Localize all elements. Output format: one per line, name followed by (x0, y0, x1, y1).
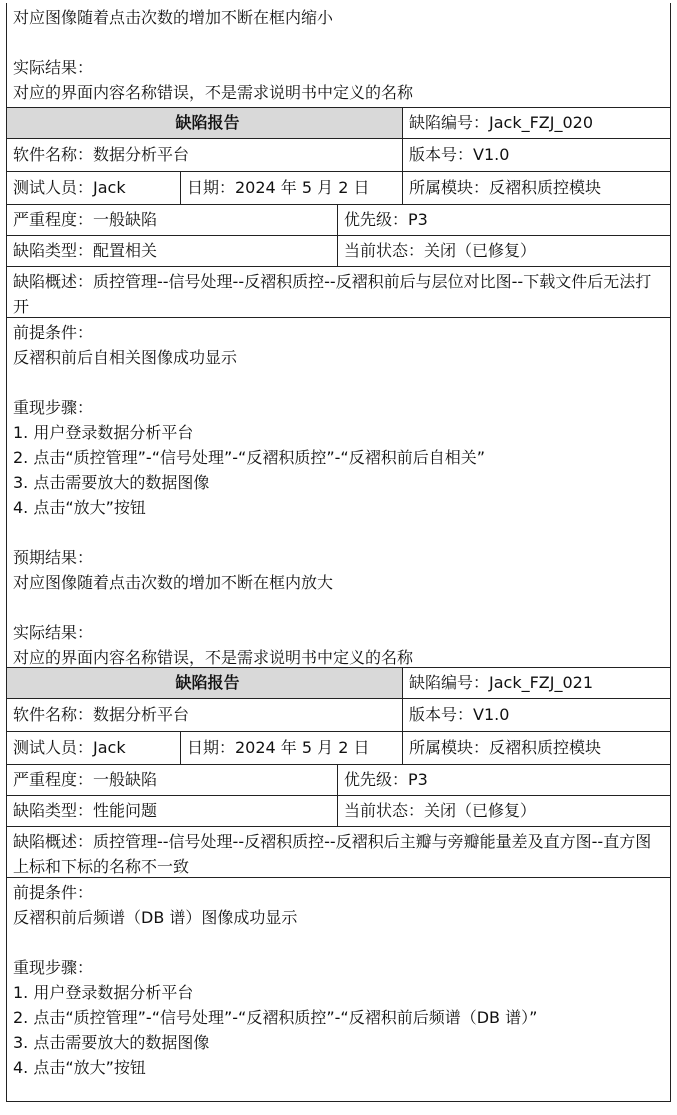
severity: 严重程度：一般缺陷 (6, 765, 338, 796)
version: 版本号：V1.0 (403, 139, 671, 172)
current-status: 当前状态：关闭（已修复） (338, 236, 671, 267)
defect-id: 缺陷编号：Jack_FZJ_021 (403, 668, 671, 699)
actual-result-text: 对应的界面内容名称错误，不是需求说明书中定义的名称 (13, 83, 414, 102)
version: 版本号：V1.0 (403, 699, 671, 732)
step-item: 3. 点击需要放大的数据图像 (13, 1033, 210, 1052)
actual-label: 实际结果： (13, 623, 94, 642)
report-title: 缺陷报告 (6, 108, 403, 139)
defect-summary: 缺陷概述：质控管理--信号处理--反褶积质控--反褶积前后与层位对比图--下载文件后无法打开 (6, 267, 671, 318)
steps-label: 重现步骤： (13, 398, 94, 417)
precondition-label: 前提条件： (13, 323, 94, 342)
expected-text: 对应图像随着点击次数的增加不断在框内放大 (13, 573, 334, 592)
defect-type: 缺陷类型：配置相关 (6, 236, 338, 267)
precondition-text: 反褶积前后自相关图像成功显示 (13, 348, 238, 367)
defect-type: 缺陷类型：性能问题 (6, 796, 338, 827)
priority: 优先级：P3 (338, 765, 671, 796)
defect-report-document (6, 3, 671, 1102)
defect-report-021 (6, 668, 671, 1102)
step-item: 2. 点击“质控管理”-“信号处理”-“反褶积质控”-“反褶积前后自相关” (13, 448, 485, 467)
steps-label: 重现步骤： (13, 958, 94, 977)
date: 日期：2024 年 5 月 2 日 (181, 172, 403, 205)
software-name: 软件名称：数据分析平台 (6, 139, 403, 172)
actual-result-label: 实际结果： (13, 58, 94, 77)
actual-text: 对应的界面内容名称错误，不是需求说明书中定义的名称 (13, 648, 414, 667)
step-item: 1. 用户登录数据分析平台 (13, 423, 194, 442)
expected-label: 预期结果： (13, 548, 94, 567)
precondition-label: 前提条件： (13, 883, 94, 902)
step-item: 1. 用户登录数据分析平台 (13, 983, 194, 1002)
tester: 测试人员：Jack (6, 172, 181, 205)
defect-report-020 (6, 108, 671, 668)
defect-details (6, 318, 671, 668)
defect-summary: 缺陷概述：质控管理--信号处理--反褶积质控--反褶积后主瓣与旁瓣能量差及直方图--直方图上标和下标的名称不一致 (6, 827, 671, 878)
software-name: 软件名称：数据分析平台 (6, 699, 403, 732)
step-item: 4. 点击“放大”按钮 (13, 498, 146, 517)
step-item: 3. 点击需要放大的数据图像 (13, 473, 210, 492)
severity: 严重程度：一般缺陷 (6, 205, 338, 236)
expected-result-tail: 对应图像随着点击次数的增加不断在框内缩小 (13, 8, 334, 27)
step-item: 2. 点击“质控管理”-“信号处理”-“反褶积质控”-“反褶积前后频谱（DB 谱）” (13, 1008, 538, 1027)
defect-details (6, 878, 671, 1102)
step-item: 4. 点击“放大”按钮 (13, 1058, 146, 1077)
report-title: 缺陷报告 (6, 668, 403, 699)
previous-report-tail (6, 3, 671, 108)
priority: 优先级：P3 (338, 205, 671, 236)
precondition-text: 反褶积前后频谱（DB 谱）图像成功显示 (13, 908, 298, 927)
tester: 测试人员：Jack (6, 732, 181, 765)
defect-id: 缺陷编号：Jack_FZJ_020 (403, 108, 671, 139)
module: 所属模块：反褶积质控模块 (403, 732, 671, 765)
module: 所属模块：反褶积质控模块 (403, 172, 671, 205)
date: 日期：2024 年 5 月 2 日 (181, 732, 403, 765)
current-status: 当前状态：关闭（已修复） (338, 796, 671, 827)
